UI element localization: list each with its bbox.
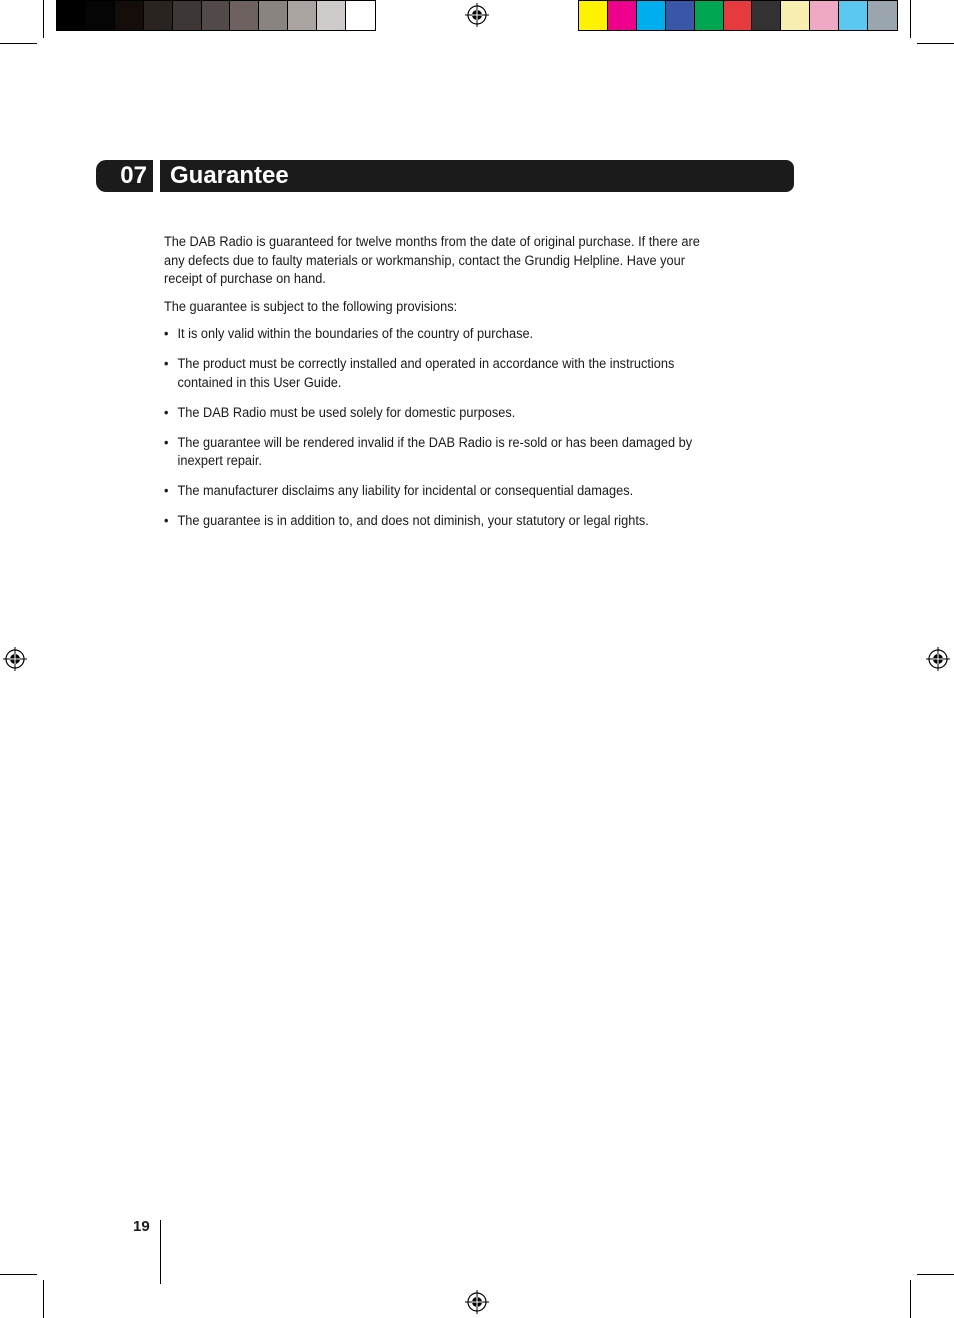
list-item-text: The manufacturer disclaims any liability for incidental or consequential damages.	[177, 483, 634, 499]
crop-mark-bottom-left-v	[43, 1280, 44, 1318]
color-swatch	[230, 1, 259, 30]
color-swatch	[144, 1, 173, 30]
list-item-text: The guarantee is in addition to, and does not diminish, your statutory or legal rights.	[177, 513, 649, 529]
page-number: 19	[133, 1218, 150, 1235]
color-swatch	[173, 1, 202, 30]
list-item-text: It is only valid within the boundaries of the country of purchase.	[177, 326, 534, 342]
crop-mark-bottom-right-h	[917, 1274, 954, 1275]
color-swatch	[752, 1, 781, 30]
crop-mark-bottom-left-h	[0, 1274, 37, 1275]
registration-mark-icon	[465, 1290, 489, 1314]
color-swatch	[86, 1, 115, 30]
color-swatch	[810, 1, 839, 30]
list-item	[164, 482, 722, 501]
section-title: Guarantee	[160, 160, 794, 192]
list-item	[164, 434, 722, 471]
crop-mark-top-right-v	[910, 0, 911, 38]
color-swatch	[346, 1, 375, 30]
footer-divider	[160, 1220, 161, 1284]
list-item	[164, 512, 722, 531]
intro-paragraph: The DAB Radio is guaranteed for twelve months from the date of original purchase. If there are any defects due to faulty materials or workmanship, contact the Grundig Helpline. Have your receipt of purchase on hand.	[164, 234, 700, 287]
guarantee-body	[164, 233, 722, 542]
color-swatch	[637, 1, 666, 30]
registration-mark-icon	[3, 647, 27, 671]
color-swatch	[579, 1, 608, 30]
color-swatch	[608, 1, 637, 30]
list-item-text: The product must be correctly installed and operated in accordance with the instructions contained in this User Guide.	[177, 356, 675, 391]
color-swatch	[724, 1, 753, 30]
registration-mark-icon	[465, 3, 489, 27]
grayscale-color-bar	[56, 0, 376, 31]
crop-mark-top-right-h	[917, 43, 954, 44]
color-swatch	[695, 1, 724, 30]
color-swatch	[317, 1, 346, 30]
bullet-icon: •	[164, 326, 169, 342]
list-item-text: The guarantee will be rendered invalid if the DAB Radio is re-sold or has been damaged by inexpert repair.	[177, 434, 693, 469]
list-item	[164, 404, 722, 423]
list-item	[164, 355, 722, 392]
process-color-bar	[578, 0, 898, 31]
color-swatch	[781, 1, 810, 30]
provisions-intro: The guarantee is subject to the following provisions:	[164, 298, 458, 315]
bullet-icon: •	[164, 513, 169, 529]
color-swatch	[57, 1, 86, 30]
provisions-list	[164, 325, 722, 531]
color-swatch	[868, 1, 897, 30]
color-swatch	[288, 1, 317, 30]
color-swatch	[259, 1, 288, 30]
color-swatch	[202, 1, 231, 30]
bullet-icon: •	[164, 434, 169, 451]
list-item-text: The DAB Radio must be used solely for domestic purposes.	[177, 404, 516, 421]
registration-mark-icon	[926, 647, 950, 671]
section-number: 07	[96, 160, 153, 192]
color-swatch	[839, 1, 868, 30]
crop-mark-top-left-v	[43, 0, 44, 38]
crop-mark-top-left-h	[0, 43, 37, 44]
bullet-icon: •	[164, 404, 169, 421]
color-swatch	[666, 1, 695, 30]
crop-mark-bottom-right-v	[910, 1280, 911, 1318]
color-swatch	[115, 1, 144, 30]
bullet-icon: •	[164, 483, 169, 499]
bullet-icon: •	[164, 356, 169, 372]
list-item	[164, 325, 722, 344]
